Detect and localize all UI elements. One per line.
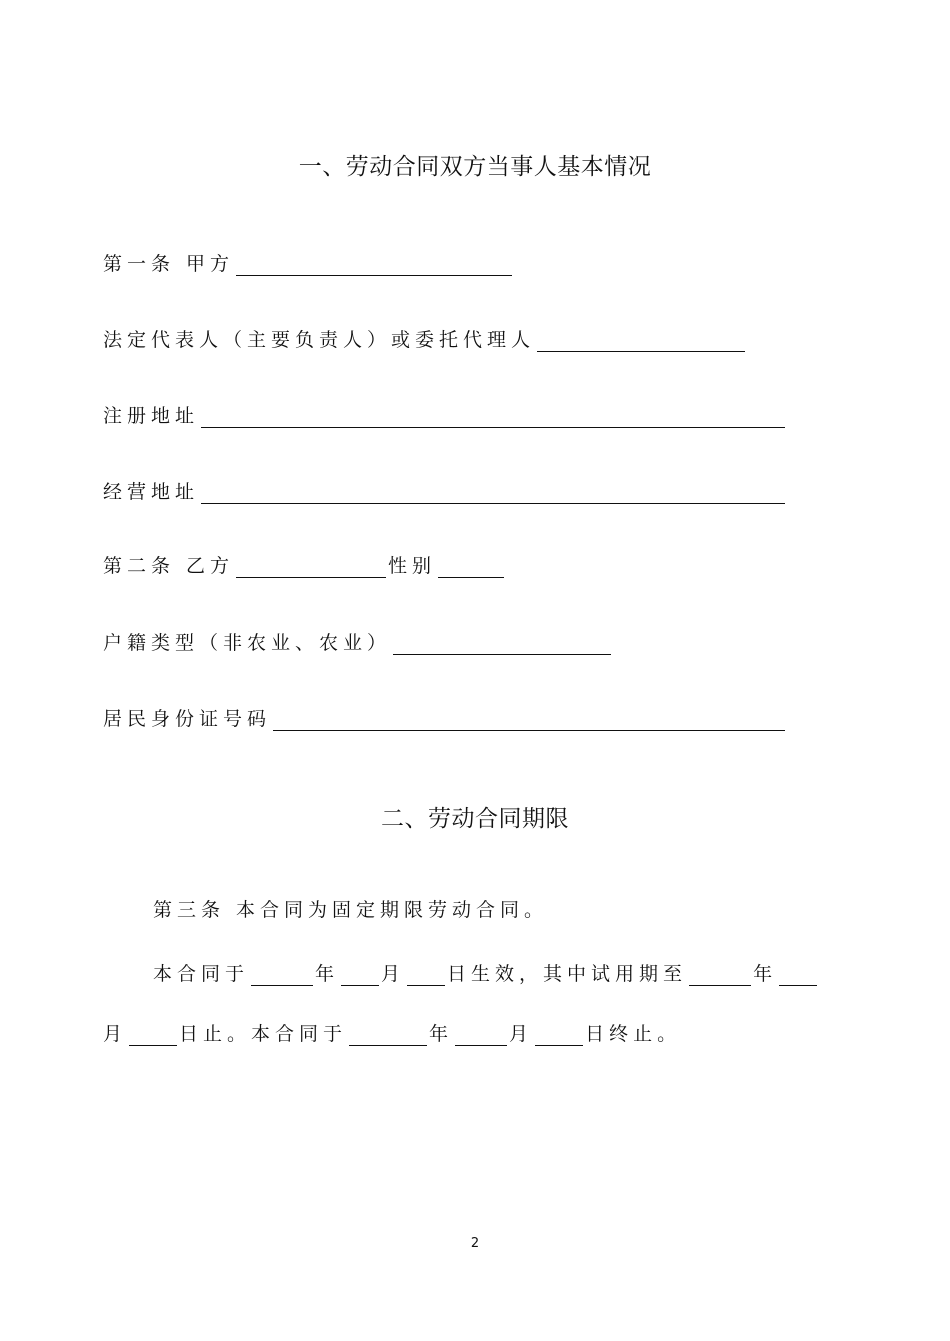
effective-day-blank[interactable]	[407, 965, 445, 986]
effective-prefix: 本合同于	[153, 963, 250, 985]
month-label: 月	[381, 963, 406, 985]
probation-year-blank[interactable]	[689, 965, 751, 986]
year-label: 年	[753, 963, 778, 985]
reg-address-label: 注册地址	[103, 405, 200, 427]
month-label: 月	[509, 1023, 534, 1045]
party-a-label: 第一条 甲方	[103, 253, 235, 275]
reg-address-blank[interactable]	[201, 407, 785, 428]
probation-end-text: 日止。本合同于	[179, 1023, 348, 1045]
hukou-row	[103, 631, 613, 655]
termination-year-blank[interactable]	[349, 1025, 427, 1046]
effective-dates-row	[153, 962, 819, 986]
termination-text: 日终止。	[585, 1023, 682, 1045]
party-b-blank[interactable]	[236, 557, 386, 578]
effective-month-blank[interactable]	[341, 965, 379, 986]
party-b-label: 第二条 乙方	[103, 555, 235, 577]
page-number: 2	[470, 1236, 480, 1251]
id-number-label: 居民身份证号码	[103, 708, 272, 730]
id-number-blank[interactable]	[273, 710, 785, 731]
month-label: 月	[103, 1023, 128, 1045]
effective-day-text: 日生效，其中试用期至	[447, 963, 688, 985]
party-b-row	[103, 554, 506, 578]
hukou-label: 户籍类型（非农业、农业）	[103, 632, 392, 654]
year-label: 年	[429, 1023, 454, 1045]
party-a-blank[interactable]	[236, 255, 512, 276]
legal-rep-blank[interactable]	[537, 331, 745, 352]
biz-address-blank[interactable]	[201, 483, 785, 504]
biz-address-label: 经营地址	[103, 481, 200, 503]
probation-day-blank[interactable]	[129, 1025, 177, 1046]
legal-rep-label: 法定代表人（主要负责人）或委托代理人	[103, 329, 536, 351]
section-title-term: 二、劳动合同期限	[381, 806, 569, 832]
termination-month-blank[interactable]	[455, 1025, 507, 1046]
section-title-parties: 一、劳动合同双方当事人基本情况	[298, 154, 652, 180]
effective-year-blank[interactable]	[251, 965, 313, 986]
year-label: 年	[315, 963, 340, 985]
termination-day-blank[interactable]	[535, 1025, 583, 1046]
id-number-row	[103, 707, 787, 731]
party-a-row	[103, 252, 514, 276]
reg-address-row	[103, 404, 787, 428]
hukou-blank[interactable]	[393, 634, 611, 655]
clause3-text: 第三条 本合同为固定期限劳动合同。	[153, 899, 549, 921]
gender-label: 性别	[388, 555, 437, 577]
termination-dates-row	[103, 1022, 681, 1046]
biz-address-row	[103, 480, 787, 504]
gender-blank[interactable]	[438, 557, 504, 578]
legal-rep-row	[103, 328, 747, 352]
probation-month-blank[interactable]	[779, 965, 817, 986]
